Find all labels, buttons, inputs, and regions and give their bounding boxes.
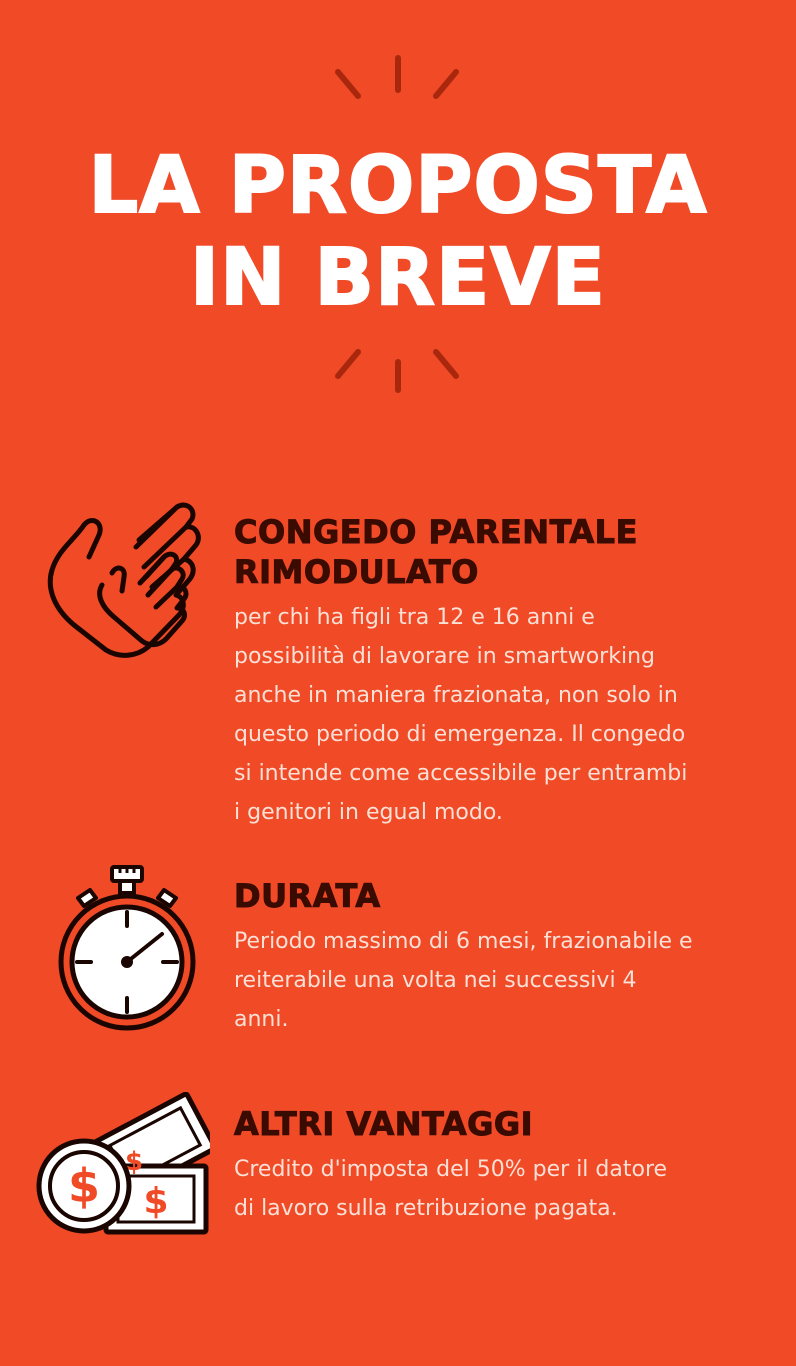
body-line: anche in maniera frazionata, non solo in [234,683,678,708]
heading-line-1: CONGEDO PARENTALE [234,513,638,551]
heading-line-1: ALTRI VANTAGGI [234,1105,534,1143]
body-line: questo periodo di emergenza. Il congedo [234,722,686,747]
section-body [234,1150,764,1228]
heading-line-1: DURATA [234,877,381,915]
section-heading [234,876,774,916]
title-line-2: IN BREVE [190,233,606,323]
body-line: possibilità di lavorare in smartworking [234,644,655,669]
section-heading [234,1104,774,1144]
svg-text:$: $ [124,1147,144,1177]
page-title [0,140,796,324]
money-icon [36,1092,210,1238]
body-line: Periodo massimo di 6 mesi, frazionabile e [234,929,693,954]
body-line: di lavoro sulla retribuzione pagata. [234,1196,618,1221]
hands-icon [44,495,206,660]
burst-bottom-decoration [0,340,796,400]
section-heading [234,512,774,592]
svg-text:$: $ [143,1181,169,1222]
stopwatch-icon [56,864,198,1036]
section-body [234,922,764,1039]
body-line: i genitori in egual modo. [234,800,503,825]
body-line: reiterabile una volta nei successivi 4 [234,968,637,993]
body-line: Credito d'imposta del 50% per il datore [234,1157,668,1182]
heading-line-2: RIMODULATO [234,553,479,591]
body-line: si intende come accessibile per entrambi [234,761,688,786]
body-line: per chi ha figli tra 12 e 16 anni e [234,605,595,630]
title-line-1: LA PROPOSTA [88,141,708,231]
section-body [234,598,764,832]
svg-text:$: $ [67,1159,101,1213]
burst-top-decoration [0,50,796,110]
body-line: anni. [234,1007,289,1032]
